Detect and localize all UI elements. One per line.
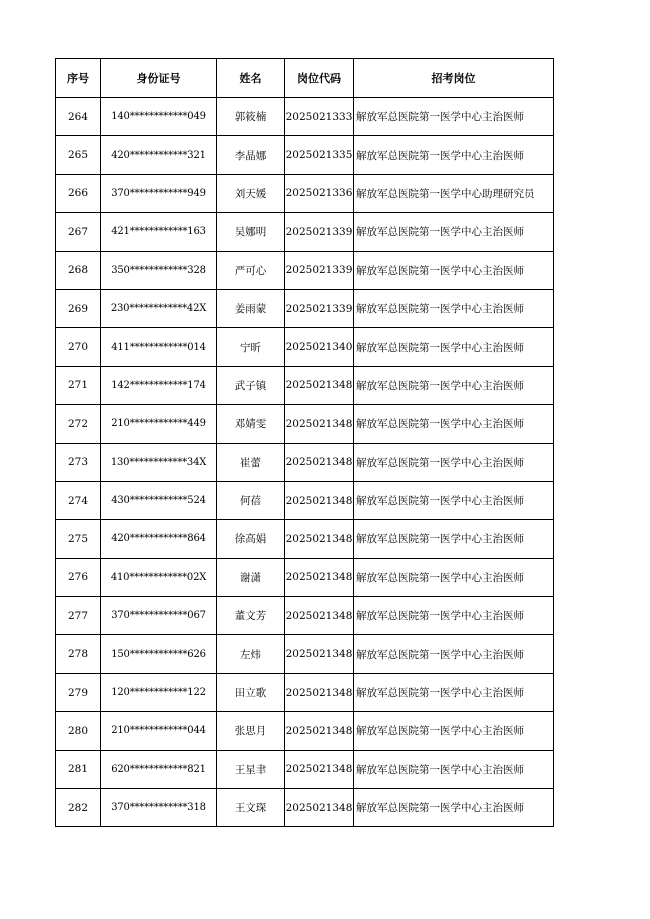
cell-id-number: 150************626 — [101, 635, 217, 673]
cell-position-code: 2025021348 — [285, 597, 354, 635]
cell-index: 279 — [56, 673, 101, 711]
cell-position: 解放军总医院第一医学中心主治医师 — [354, 673, 554, 711]
table-row — [56, 251, 554, 289]
table-row — [56, 750, 554, 788]
cell-index: 274 — [56, 481, 101, 519]
cell-id-number: 370************318 — [101, 789, 217, 827]
cell-index: 280 — [56, 712, 101, 750]
cell-id-number: 230************42X — [101, 289, 217, 327]
cell-index: 269 — [56, 289, 101, 327]
cell-name: 张思月 — [217, 712, 285, 750]
cell-position: 解放军总医院第一医学中心主治医师 — [354, 136, 554, 174]
cell-position: 解放军总医院第一医学中心主治医师 — [354, 366, 554, 404]
cell-position: 解放军总医院第一医学中心主治医师 — [354, 597, 554, 635]
cell-index: 276 — [56, 558, 101, 596]
cell-name: 姜雨蒙 — [217, 289, 285, 327]
cell-name: 吴娜明 — [217, 213, 285, 251]
cell-position: 解放军总医院第一医学中心主治医师 — [354, 251, 554, 289]
cell-id-number: 421************163 — [101, 213, 217, 251]
cell-index: 281 — [56, 750, 101, 788]
table-row — [56, 558, 554, 596]
cell-position: 解放军总医院第一医学中心主治医师 — [354, 712, 554, 750]
cell-position-code: 2025021335 — [285, 136, 354, 174]
cell-name: 徐高娟 — [217, 520, 285, 558]
cell-index: 272 — [56, 405, 101, 443]
cell-position-code: 2025021348 — [285, 558, 354, 596]
cell-position-code: 2025021348 — [285, 673, 354, 711]
table-row — [56, 635, 554, 673]
cell-position-code: 2025021339 — [285, 289, 354, 327]
cell-position-code: 2025021336 — [285, 174, 354, 212]
cell-position: 解放军总医院第一医学中心主治医师 — [354, 98, 554, 136]
cell-name: 崔蕾 — [217, 443, 285, 481]
cell-id-number: 350************328 — [101, 251, 217, 289]
table-row — [56, 366, 554, 404]
cell-index: 265 — [56, 136, 101, 174]
table-row — [56, 673, 554, 711]
cell-name: 王文琛 — [217, 789, 285, 827]
cell-id-number: 210************449 — [101, 405, 217, 443]
cell-name: 何蓓 — [217, 481, 285, 519]
cell-index: 275 — [56, 520, 101, 558]
cell-position: 解放军总医院第一医学中心主治医师 — [354, 520, 554, 558]
header-index: 序号 — [56, 59, 101, 98]
cell-position-code: 2025021348 — [285, 635, 354, 673]
cell-position: 解放军总医院第一医学中心主治医师 — [354, 405, 554, 443]
cell-position: 解放军总医院第一医学中心主治医师 — [354, 328, 554, 366]
cell-id-number: 411************014 — [101, 328, 217, 366]
table-row — [56, 481, 554, 519]
cell-position-code: 2025021348 — [285, 789, 354, 827]
cell-index: 282 — [56, 789, 101, 827]
cell-id-number: 620************821 — [101, 750, 217, 788]
table-row — [56, 98, 554, 136]
cell-position-code: 2025021340 — [285, 328, 354, 366]
cell-name: 宁昕 — [217, 328, 285, 366]
cell-name: 董文芳 — [217, 597, 285, 635]
cell-id-number: 120************122 — [101, 673, 217, 711]
cell-id-number: 430************524 — [101, 481, 217, 519]
cell-position: 解放军总医院第一医学中心主治医师 — [354, 635, 554, 673]
cell-position-code: 2025021333 — [285, 98, 354, 136]
cell-position-code: 2025021348 — [285, 366, 354, 404]
cell-name: 刘天媛 — [217, 174, 285, 212]
cell-index: 277 — [56, 597, 101, 635]
cell-position-code: 2025021348 — [285, 712, 354, 750]
cell-position-code: 2025021348 — [285, 443, 354, 481]
header-id-number: 身份证号 — [101, 59, 217, 98]
table-row — [56, 597, 554, 635]
cell-name: 田立歌 — [217, 673, 285, 711]
header-name: 姓名 — [217, 59, 285, 98]
cell-id-number: 370************067 — [101, 597, 217, 635]
cell-index: 271 — [56, 366, 101, 404]
table-row — [56, 443, 554, 481]
cell-id-number: 210************044 — [101, 712, 217, 750]
cell-name: 武子镇 — [217, 366, 285, 404]
cell-position: 解放军总医院第一医学中心主治医师 — [354, 558, 554, 596]
cell-index: 266 — [56, 174, 101, 212]
cell-position-code: 2025021348 — [285, 481, 354, 519]
candidate-table — [55, 58, 554, 827]
table-body — [56, 98, 554, 827]
table-row — [56, 136, 554, 174]
cell-index: 278 — [56, 635, 101, 673]
table-row — [56, 328, 554, 366]
cell-name: 谢潇 — [217, 558, 285, 596]
cell-position: 解放军总医院第一医学中心主治医师 — [354, 213, 554, 251]
cell-id-number: 420************321 — [101, 136, 217, 174]
cell-position-code: 2025021348 — [285, 520, 354, 558]
cell-position: 解放军总医院第一医学中心主治医师 — [354, 481, 554, 519]
cell-index: 267 — [56, 213, 101, 251]
cell-position: 解放军总医院第一医学中心主治医师 — [354, 750, 554, 788]
table-header-row — [56, 59, 554, 98]
cell-position-code: 2025021348 — [285, 405, 354, 443]
cell-id-number: 142************174 — [101, 366, 217, 404]
cell-name: 左炜 — [217, 635, 285, 673]
cell-id-number: 140************049 — [101, 98, 217, 136]
table-row — [56, 289, 554, 327]
cell-position: 解放军总医院第一医学中心主治医师 — [354, 289, 554, 327]
table-row — [56, 405, 554, 443]
cell-position-code: 2025021348 — [285, 750, 354, 788]
cell-index: 264 — [56, 98, 101, 136]
table-row — [56, 520, 554, 558]
cell-position: 解放军总医院第一医学中心主治医师 — [354, 789, 554, 827]
cell-position-code: 2025021339 — [285, 251, 354, 289]
cell-name: 李晶娜 — [217, 136, 285, 174]
cell-id-number: 130************34X — [101, 443, 217, 481]
cell-position-code: 2025021339 — [285, 213, 354, 251]
cell-index: 273 — [56, 443, 101, 481]
table-row — [56, 213, 554, 251]
cell-index: 270 — [56, 328, 101, 366]
cell-id-number: 370************949 — [101, 174, 217, 212]
table-row — [56, 789, 554, 827]
cell-name: 郭筱楠 — [217, 98, 285, 136]
table-row — [56, 174, 554, 212]
cell-position: 解放军总医院第一医学中心助理研究员 — [354, 174, 554, 212]
cell-index: 268 — [56, 251, 101, 289]
table-row — [56, 712, 554, 750]
cell-name: 王星聿 — [217, 750, 285, 788]
cell-position: 解放军总医院第一医学中心主治医师 — [354, 443, 554, 481]
cell-name: 严可心 — [217, 251, 285, 289]
header-position-code: 岗位代码 — [285, 59, 354, 98]
header-position: 招考岗位 — [354, 59, 554, 98]
cell-id-number: 420************864 — [101, 520, 217, 558]
cell-id-number: 410************02X — [101, 558, 217, 596]
cell-name: 邓婧雯 — [217, 405, 285, 443]
